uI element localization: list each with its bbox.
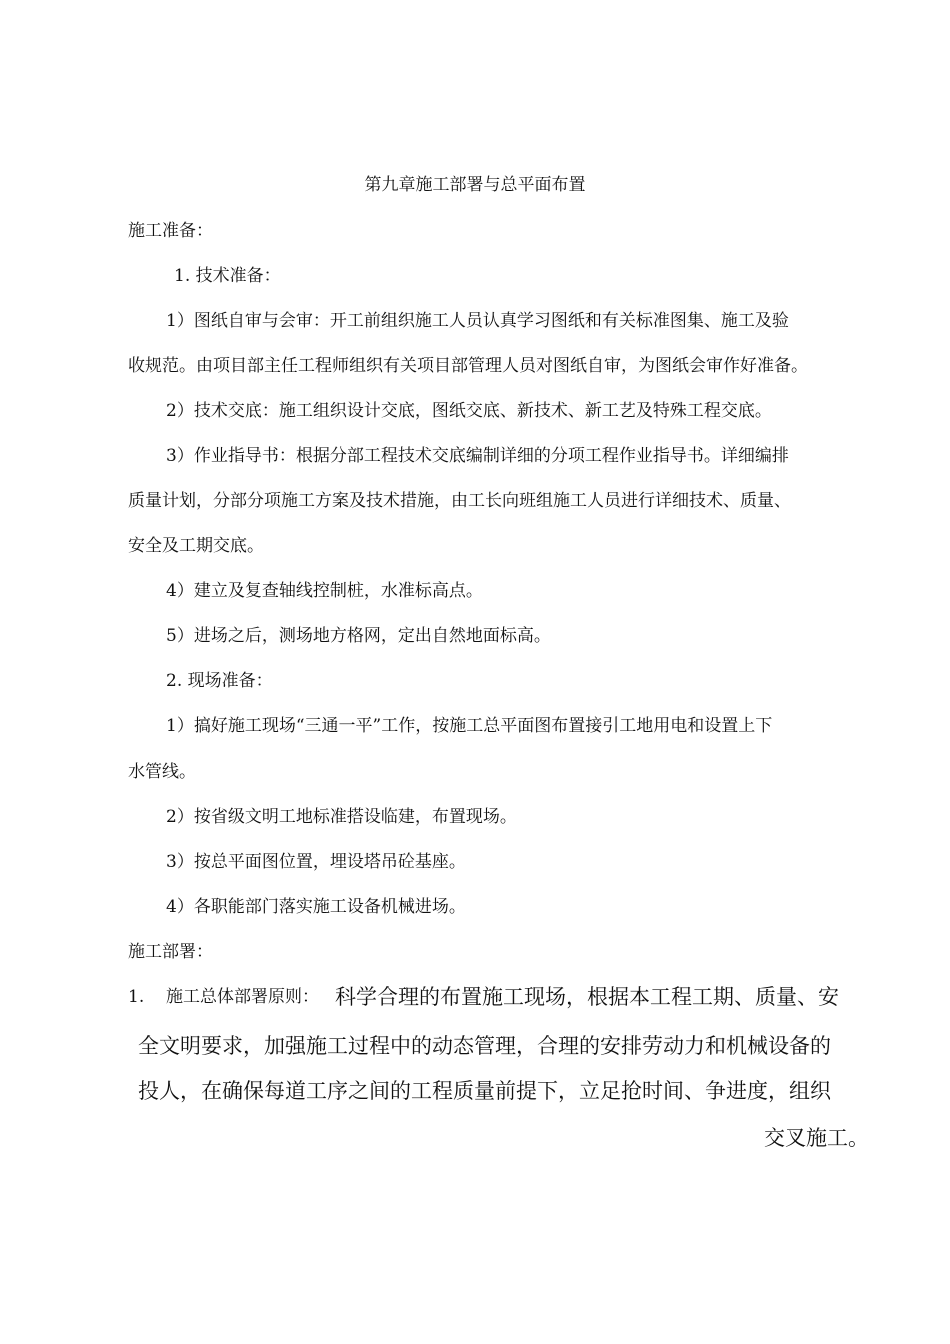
paragraph-line: 科学合理的布置施工现场，根据本工程工期、质量、安 <box>335 985 839 1009</box>
list-number: 1. <box>128 987 145 1007</box>
paragraph-line: 1）图纸自审与会审：开工前组织施工人员认真学习图纸和有关标准图集、施工及验 <box>166 311 789 331</box>
subsection-heading-site: 2. 现场准备： <box>166 671 273 691</box>
paragraph-line: 2）技术交底：施工组织设计交底，图纸交底、新技术、新工艺及特殊工程交底。 <box>166 401 772 421</box>
section-heading-deploy: 施工部署： <box>128 942 213 962</box>
paragraph-line: 4）建立及复查轴线控制桩，水准标高点。 <box>166 581 483 601</box>
paragraph-line: 2）按省级文明工地标准搭设临建，布置现场。 <box>166 807 517 827</box>
paragraph-line: 质量计划，分部分项施工方案及技术措施，由工长向班组施工人员进行详细技术、质量、 <box>128 491 791 511</box>
paragraph-line: 1）搞好施工现场“三通一平”工作，按施工总平面图布置接引工地用电和设置上下 <box>166 716 773 736</box>
section-heading-prep: 施工准备： <box>128 221 213 241</box>
paragraph-line: 4）各职能部门落实施工设备机械进场。 <box>166 897 466 917</box>
page-title: 第九章施工部署与总平面布置 <box>364 175 586 195</box>
paragraph-line: 5）进场之后，测场地方格网，定出自然地面标高。 <box>166 626 551 646</box>
subsection-heading-tech: 1. 技术准备： <box>174 266 281 286</box>
principle-label: 施工总体部署原则： <box>166 987 319 1007</box>
paragraph-line: 投人，在确保每道工序之间的工程质量前提下，立足抢时间、争进度，组织 <box>138 1079 831 1103</box>
paragraph-line: 交叉施工。 <box>764 1126 869 1150</box>
paragraph-line: 3）作业指导书：根据分部工程技术交底编制详细的分项工程作业指导书。详细编排 <box>166 446 789 466</box>
paragraph-line: 3）按总平面图位置，埋设塔吊砼基座。 <box>166 852 466 872</box>
paragraph-line: 安全及工期交底。 <box>128 536 264 556</box>
paragraph-line: 全文明要求，加强施工过程中的动态管理，合理的安排劳动力和机械设备的 <box>138 1034 831 1058</box>
paragraph-line: 收规范。由项目部主任工程师组织有关项目部管理人员对图纸自审，为图纸会审作好准备。 <box>128 356 808 376</box>
paragraph-line: 水管线。 <box>128 762 196 782</box>
